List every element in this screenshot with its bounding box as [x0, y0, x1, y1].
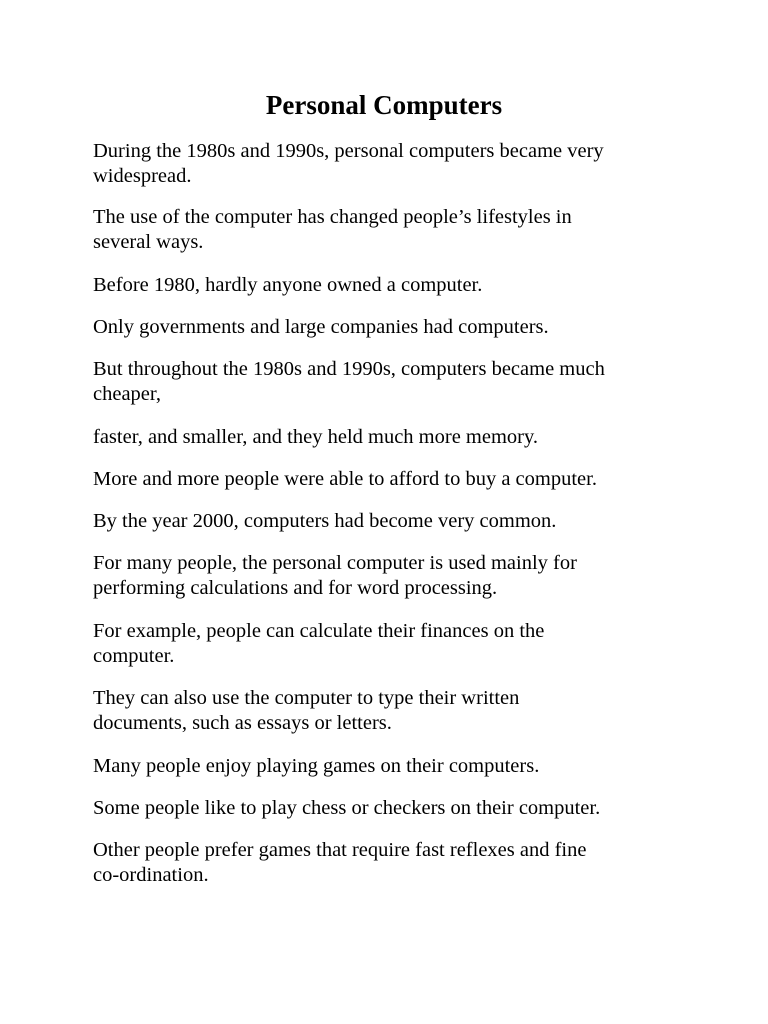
- paragraph: Some people like to play chess or checkers on their computer.: [93, 797, 601, 819]
- paragraph: More and more people were able to afford to buy a computer.: [93, 468, 597, 490]
- paragraph: Before 1980, hardly anyone owned a computer.: [93, 274, 483, 296]
- paragraph: The use of the computer has changed people’s lifestyles in several ways.: [93, 206, 572, 253]
- page-title: Personal Computers: [265, 90, 503, 120]
- paragraph: faster, and smaller, and they held much more memory.: [93, 426, 539, 448]
- paragraph: Many people enjoy playing games on their computers.: [93, 755, 540, 777]
- paragraph: Other people prefer games that require fast reflexes and fine co-ordination.: [93, 839, 587, 886]
- paragraph: For example, people can calculate their finances on the computer.: [93, 620, 545, 667]
- paragraph: Only governments and large companies had computers.: [93, 316, 549, 338]
- paragraph: During the 1980s and 1990s, personal computers became very widespread.: [93, 140, 604, 187]
- paragraph: They can also use the computer to type their written documents, such as essays or letters.: [93, 687, 520, 734]
- paragraph: By the year 2000, computers had become very common.: [93, 510, 557, 532]
- paragraph: For many people, the personal computer is used mainly for performing calculations and for word processing.: [93, 552, 577, 599]
- paragraph: But throughout the 1980s and 1990s, computers became much cheaper,: [93, 358, 605, 405]
